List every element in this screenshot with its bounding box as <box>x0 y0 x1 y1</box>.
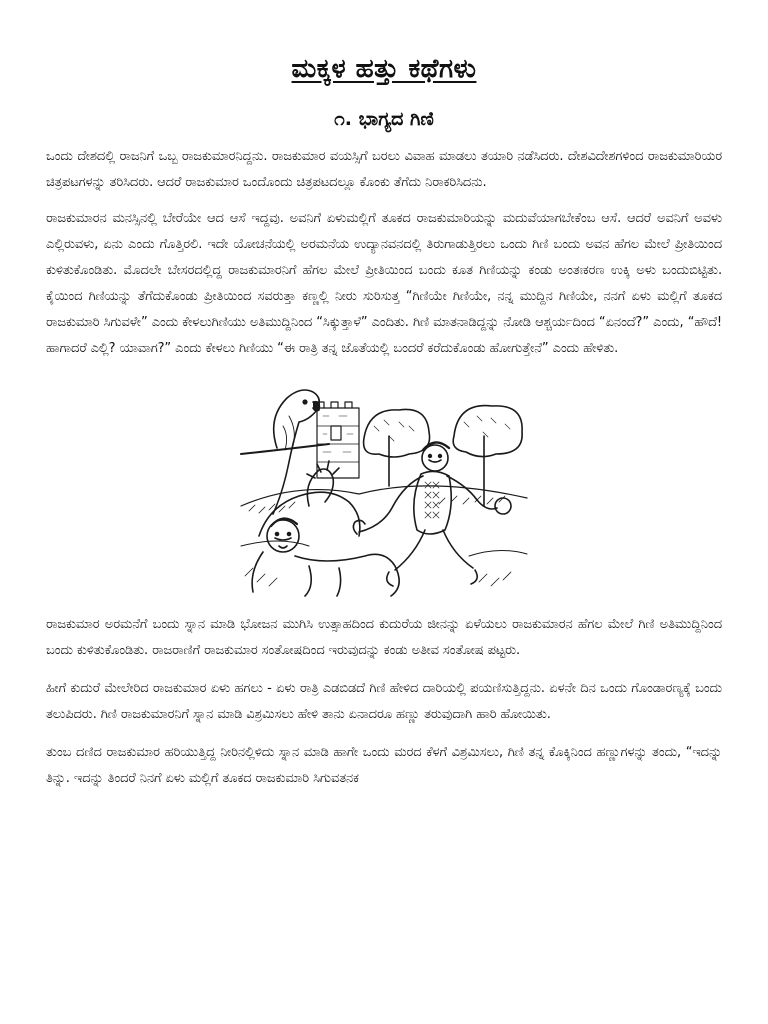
story-heading: ೧. ಭಾಗ್ಯದ ಗಿಣಿ <box>334 108 434 130</box>
page-title: ಮಕ್ಕಳ ಹತ್ತು ಕಥೆಗಳು <box>291 54 477 84</box>
parrot-prince-demon-illustration-icon <box>239 386 529 598</box>
paragraph-4: ಹೀಗೆ ಕುದುರೆ ಮೇಲೇರಿದ ರಾಜಕುಮಾರ ಏಳು ಹಗಲು - ಏಳು ರಾತ್ರಿ ಎಡಬಿಡದೆ ಗಿಣಿ ಹೇಳಿದ ದಾರಿಯಲ್ಲಿ ಪಯಣಿಸುತ್ತಿದ್ದನು. ಏಳನೇ ದಿನ ಒಂದು ಗೊಂಡಾರಣ್ಯಕ್ಕೆ ಬಂದು ತಲುಪಿದರು. ಗಿಣಿ ರಾಜಕುಮಾರನಿಗೆ ಸ್ನಾನ ಮಾಡಿ ವಿಶ್ರಮಿಸಲು ಹೇಳಿ ತಾನು ಏನಾದರೂ ಹಣ್ಣು ತರುವುದಾಗಿ ಹಾರಿ ಹೋಯಿತು. <box>46 681 722 722</box>
paragraph-2: ರಾಜಕುಮಾರನ ಮನಸ್ಸಿನಲ್ಲಿ ಬೇರೆಯೇ ಆದ ಆಸೆ ಇದ್ದವು. ಅವನಿಗೆ ಏಳುಮಲ್ಲಿಗೆ ತೂಕದ ರಾಜಕುಮಾರಿಯನ್ನು ಮದುವೆಯಾಗಬೇಕೆಂಬ ಆಸೆ. ಆದರೆ ಅವನಿಗೆ ಅವಳು ಎಲ್ಲಿರುವಳು, ಏನು ಎಂದು ಗೊತ್ತಿರಲಿ. ಇದೇ ಯೋಚನೆಯಲ್ಲಿ ಅರಮನೆಯ ಉದ್ಯಾನವನದಲ್ಲಿ ತಿರುಗಾಡುತ್ತಿರಲು ಒಂದು ಗಿಣಿ ಬಂದು ಅವನ ಹೆಗಲ ಮೇಲೆ ಪ್ರೀತಿಯಿಂದ ಕುಳಿತುಕೊಂಡಿತು. ಮೊದಲೇ ಬೇಸರದಲ್ಲಿದ್ದ ರಾಜಕುಮಾರನಿಗೆ ಹೆಗಲ ಮೇಲೆ ಪ್ರೀತಿಯಿಂದ ಬಂದು ಕೂತ ಗಿಣಿಯನ್ನು ಕಂಡು ಅಂತಃಕರಣ ಉಕ್ಕಿ ಅಳು ಬಂದುಬಿಟ್ಟಿತು. ಕೈಯಿಂದ ಗಿಣಿಯನ್ನು ತೆಗೆದುಕೊಂಡು ಪ್ರೀತಿಯಿಂದ ಸವರುತ್ತಾ ಕಣ್ಣಲ್ಲಿ ನೀರು ಸುರಿಸುತ್ತ “ಗಿಣಿಯೇ ಗಿಣಿಯೇ, ನನ್ನ ಮುದ್ದಿನ ಗಿಣಿಯೇ, ನನಗೆ ಏಳು ಮಲ್ಲಿಗೆ ತೂಕದ ರಾಜಕುಮಾರಿ ಸಿಗುವಳೇ” ಎಂದು ಕೇಳಲುಗಿಣಿಯು ಅತಿಮುದ್ದಿನಿಂದ “ಸಿಕ್ಕುತ್ತಾಳೆ” ಎಂದಿತು. ಗಿಣಿ ಮಾತನಾಡಿದ್ದನ್ನು ನೋಡಿ ಆಶ್ಚರ್ಯದಿಂದ “ಏನಂದೆ?” ಎಂದು, “ಹೌದೆ! ಹಾಗಾದರೆ ಎಲ್ಲಿ? ಯಾವಾಗ?” ಎಂದು ಕೇಳಲು ಗಿಣಿಯು “ಈ ರಾತ್ರಿ ತನ್ನ ಜೊತೆಯಲ್ಲಿ ಬಂದರೆ ಕರೆದುಕೊಂಡು ಹೋಗುತ್ತೇನೆ” ಎಂದು ಹೇಳಿತು. <box>46 211 722 356</box>
paragraph-1: ಒಂದು ದೇಶದಲ್ಲಿ ರಾಜನಿಗೆ ಒಬ್ಬ ರಾಜಕುಮಾರನಿದ್ದನು. ರಾಜಕುಮಾರ ವಯಸ್ಸಿಗೆ ಬರಲು ವಿವಾಹ ಮಾಡಲು ತಯಾರಿ ನಡೆಸಿದರು. ದೇಶವಿದೇಶಗಳಿಂದ ರಾಜಕುಮಾರಿಯರ ಚಿತ್ರಪಟಗಳನ್ನು ತರಿಸಿದರು. ಆದರೆ ರಾಜಕುಮಾರ ಒಂದೊಂದು ಚಿತ್ರಪಟದಲ್ಲೂ ಕೊಂಕು ತೆಗೆದು ನಿರಾಕರಿಸಿದನು. <box>46 149 722 190</box>
paragraph-5: ತುಂಬ ದಣಿದ ರಾಜಕುಮಾರ ಹರಿಯುತ್ತಿದ್ದ ನೀರಿನಲ್ಲಿಳಿದು ಸ್ನಾನ ಮಾಡಿ ಹಾಗೇ ಒಂದು ಮರದ ಕೆಳಗೆ ವಿಶ್ರಮಿಸಲು, ಗಿಣಿ ತನ್ನ ಕೊಕ್ಕಿನಿಂದ ಹಣ್ಣುಗಳನ್ನು ತಂದು, “ಇದನ್ನು ತಿನ್ನು. ಇದನ್ನು ತಿಂದರೆ ನಿನಗೆ ಏಳು ಮಲ್ಲಿಗೆ ತೂಕದ ರಾಜಕುಮಾರಿ ಸಿಗುವತನಕ <box>46 745 722 786</box>
paragraph-3: ರಾಜಕುಮಾರ ಅರಮನೆಗೆ ಬಂದು ಸ್ನಾನ ಮಾಡಿ ಭೋಜನ ಮುಗಿಸಿ ಉತ್ಸಾಹದಿಂದ ಕುದುರೆಯ ಜೀನನ್ನು ಏಳೆಯಲು ರಾಜಕುಮಾರನ ಹೆಗಲ ಮೇಲೆ ಗಿಣಿ ಅತಿಮುದ್ದಿನಿಂದ ಬಂದು ಕುಳಿತುಕೊಂಡಿತು. ರಾಜರಾಣಿಗೆ ರಾಜಕುಮಾರ ಸಂತೋಷದಿಂದ ಇರುವುದನ್ನು ಕಂಡು ಅತೀವ ಸಂತೋಷ ಪಟ್ಟರು. <box>46 617 722 658</box>
